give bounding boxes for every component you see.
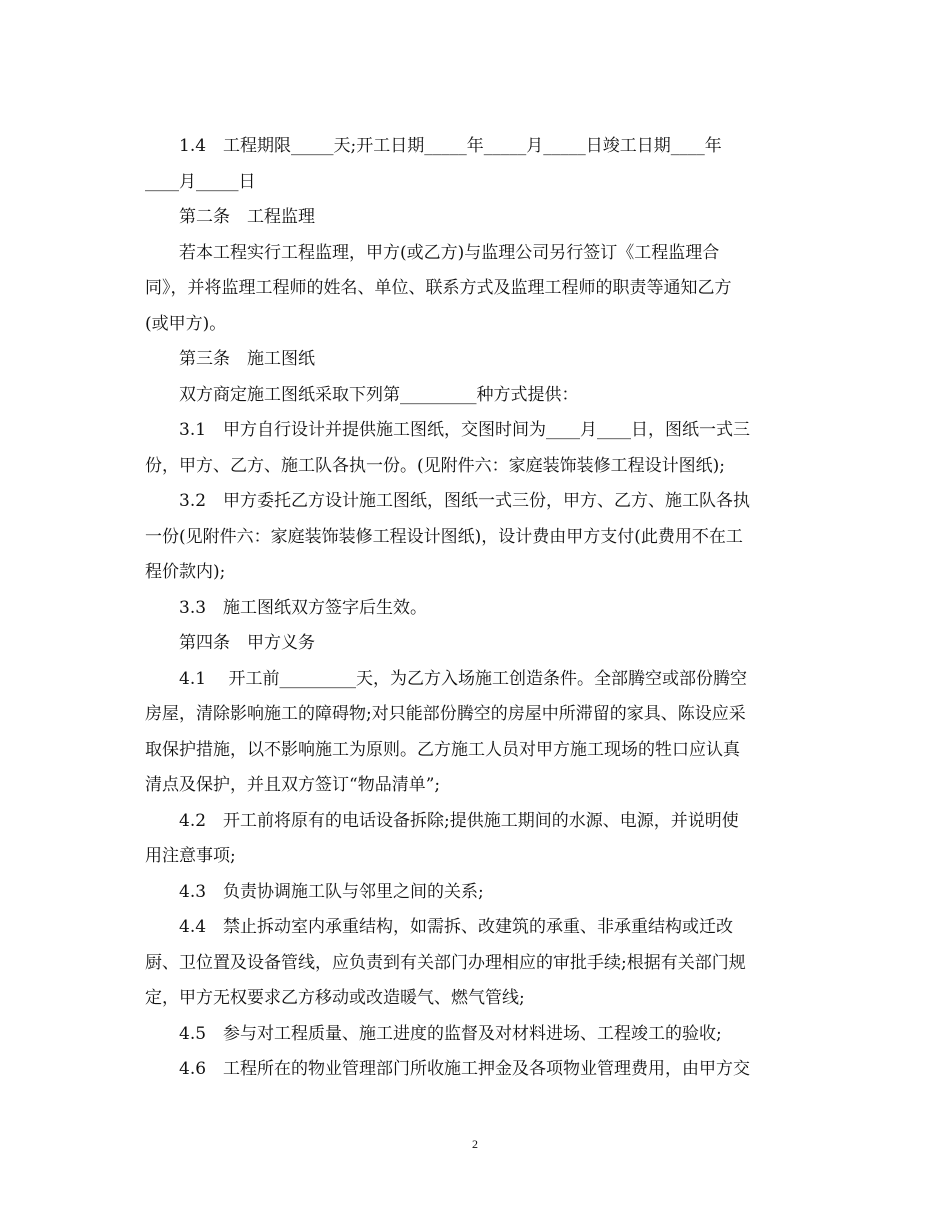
text-line: 取保护措施，以不影响施工为原则。乙方施工人员对甲方施工现场的牲口应认真 [145, 739, 740, 760]
paragraph [145, 342, 805, 378]
text-line: 份，甲方、乙方、施工队各执一份。(见附件六：家庭装饰装修工程设计图纸); [145, 455, 725, 476]
text-line: 第三条 施工图纸 [179, 349, 315, 369]
paragraph [145, 484, 805, 591]
text-line: 4.3 负责协调施工队与邻里之间的关系; [179, 881, 484, 902]
paragraph [145, 591, 805, 627]
paragraph [145, 378, 805, 414]
text-line: 3.2 甲方委托乙方设计施工图纸，图纸一式三份，甲方、乙方、施工队各执 [179, 491, 751, 511]
paragraph [145, 875, 805, 911]
paragraph [145, 626, 805, 662]
text-line: 程价款内); [145, 562, 226, 582]
text-line: 用注意事项; [145, 846, 236, 866]
text-line: 3.1 甲方自行设计并提供施工图纸，交图时间为____月____日，图纸一式三 [179, 420, 751, 440]
paragraph [145, 129, 805, 200]
text-line: 4.5 参与对工程质量、施工进度的监督及对材料进场、工程竣工的验收; [179, 1023, 722, 1044]
text-line: 4.1 开工前_________天，为乙方入场施工创造条件。全部腾空或部份腾空 [179, 668, 747, 689]
text-line: 第二条 工程监理 [179, 207, 315, 227]
text-line: 同》，并将监理工程师的姓名、单位、联系方式及监理工程师的职责等通知乙方 [145, 278, 732, 298]
text-line: 清点及保护，并且双方签订“物品清单”; [145, 775, 441, 795]
text-line: 1.4 工程期限_____天;开工日期_____年_____月_____日竣工日期____年 [179, 136, 722, 156]
text-line: 房屋，清除影响施工的障碍物;对只能部份腾空的房屋中所滞留的家具、陈设应采 [145, 704, 746, 724]
paragraph [145, 804, 805, 875]
text-line: 4.6 工程所在的物业管理部门所收施工押金及各项物业管理费用，由甲方交 [179, 1059, 751, 1079]
document-body [145, 129, 805, 1088]
paragraph [145, 236, 805, 343]
text-line: 4.4 禁止拆动室内承重结构，如需拆、改建筑的承重、非承重结构或迁改 [179, 917, 734, 937]
text-line: 第四条 甲方义务 [179, 633, 315, 653]
paragraph [145, 200, 805, 236]
paragraph [145, 1052, 805, 1088]
text-line: 定，甲方无权要求乙方移动或改造暖气、燃气管线; [145, 988, 525, 1008]
text-line: 厨、卫位置及设备管线，应负责到有关部门办理相应的审批手续;根据有关部门规 [145, 952, 746, 973]
paragraph [145, 1017, 805, 1053]
text-line: ____月_____日 [145, 171, 256, 192]
text-line: 若本工程实行工程监理，甲方(或乙方)与监理公司另行签订《工程监理合 [179, 242, 720, 263]
paragraph [145, 413, 805, 484]
text-line: 一份(见附件六：家庭装饰装修工程设计图纸)，设计费由甲方支付(此费用不在工 [145, 526, 743, 547]
text-line: (或甲方)。 [145, 313, 227, 334]
text-line: 双方商定施工图纸采取下列第_________种方式提供： [179, 384, 579, 405]
paragraph [145, 662, 805, 804]
text-line: 3.3 施工图纸双方签字后生效。 [179, 597, 428, 618]
text-line: 4.2 开工前将原有的电话设备拆除;提供施工期间的水源、电源，并说明使 [179, 810, 739, 831]
paragraph [145, 910, 805, 1017]
page-number: 2 [472, 1137, 478, 1151]
